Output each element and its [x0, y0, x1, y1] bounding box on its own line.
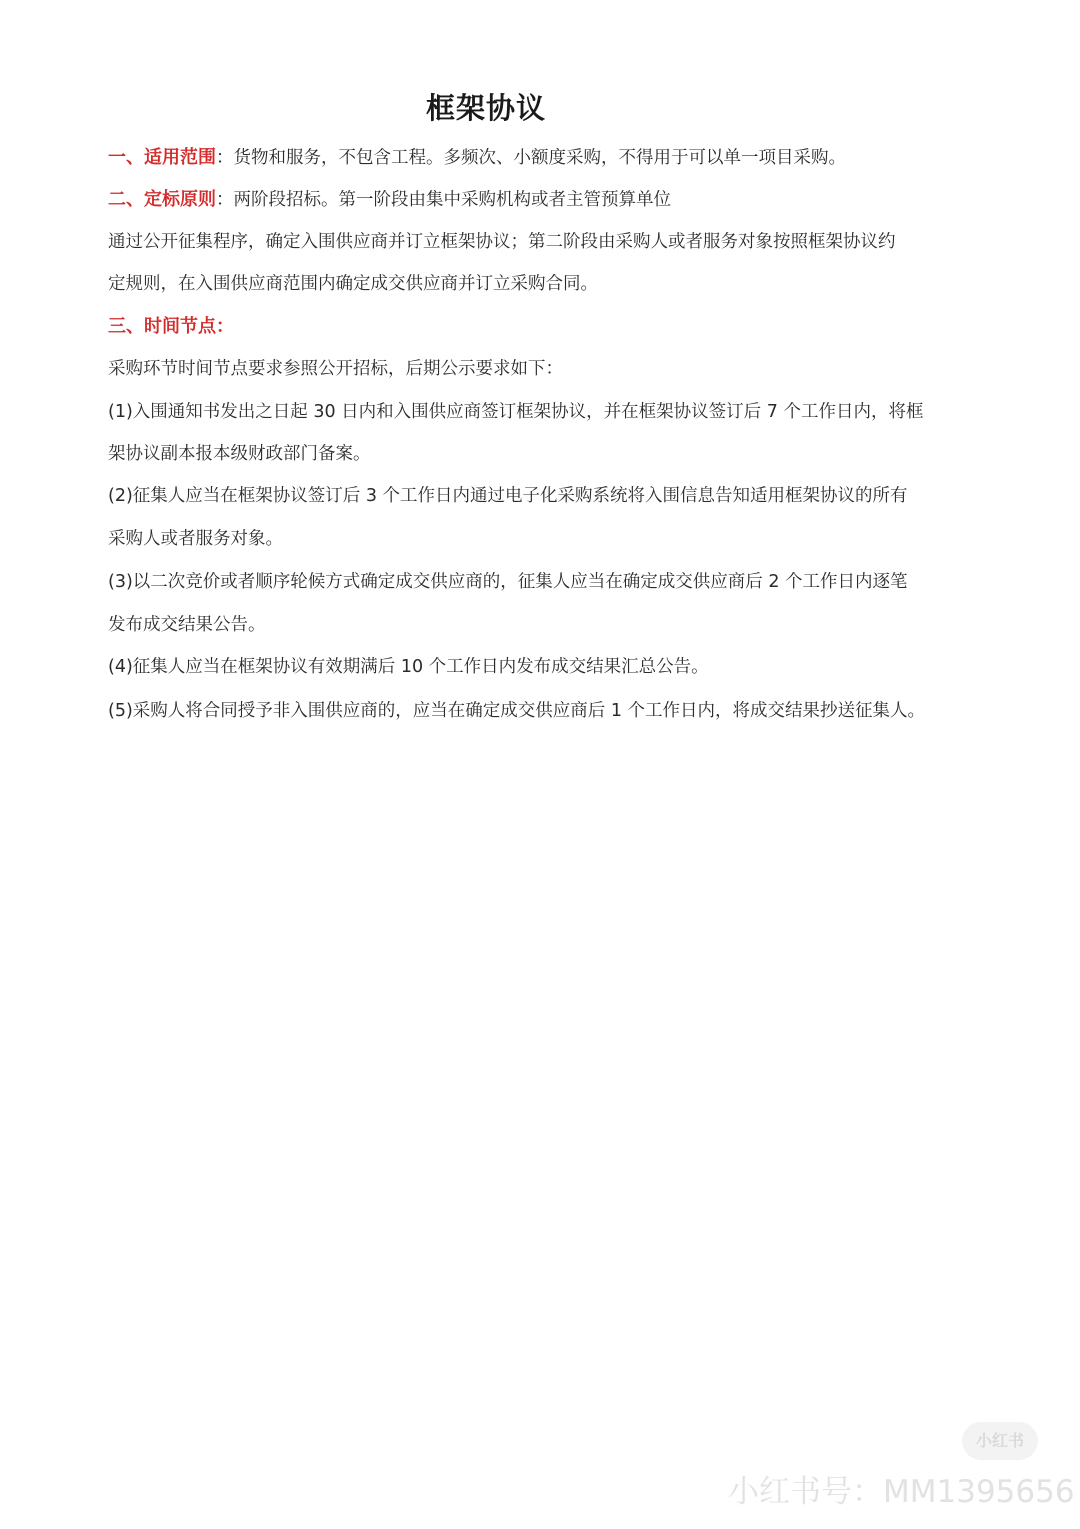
timeline-item-2-cont: 采购人或者服务对象。: [108, 529, 283, 549]
section-scope-text: ：货物和服务，不包含工程。多频次、小额度采购，不得用于可以单一项目采购。: [216, 148, 846, 168]
timeline-item-4: (4)征集人应当在框架协议有效期满后 10 个工作日内发布成交结果汇总公告。: [108, 657, 709, 677]
section-timeline: [108, 313, 988, 341]
section-principle-line: 通过公开征集程序，确定入围供应商并订立框架协议；第二阶段由采购人或者服务对象按照框架协议约: [108, 232, 896, 252]
section-principle-text: ：两阶段招标。第一阶段由集中采购机构或者主管预算单位: [216, 190, 671, 210]
timeline-item-1-cont: 架协议副本报本级财政部门备案。: [108, 444, 371, 464]
section-principle: [108, 186, 988, 214]
section-timeline-colon: ：: [216, 316, 234, 337]
section-scope-heading: 一、适用范围: [108, 147, 216, 168]
timeline-item-2: (2)征集人应当在框架协议签订后 3 个工作日内通过电子化采购系统将入围信息告知适用框架协议的所有: [108, 486, 908, 506]
timeline-item-3-cont: 发布成交结果公告。: [108, 615, 266, 635]
timeline-item-1: (1)入围通知书发出之日起 30 日内和入围供应商签订框架协议，并在框架协议签订后 7 个工作日内，将框: [108, 402, 924, 422]
timeline-item-5: (5)采购人将合同授予非入围供应商的，应当在确定成交供应商后 1 个工作日内，将成交结果抄送征集人。: [108, 701, 926, 721]
section-timeline-heading: 三、时间节点: [108, 316, 216, 337]
section-principle-heading: 二、定标原则: [108, 189, 216, 210]
timeline-item-3: (3)以二次竞价或者顺序轮候方式确定成交供应商的，征集人应当在确定成交供应商后 2 个工作日内逐笔: [108, 572, 908, 592]
section-principle-line: 定规则，在入围供应商范围内确定成交供应商并订立采购合同。: [108, 274, 598, 294]
section-scope: [108, 144, 988, 172]
watermark-id: 小红书号：MM1395656: [728, 1474, 1075, 1510]
watermark-logo: 小红书: [962, 1422, 1038, 1460]
document-title: 框架协议: [425, 91, 546, 125]
section-timeline-intro: 采购环节时间节点要求参照公开招标，后期公示要求如下：: [108, 359, 563, 379]
